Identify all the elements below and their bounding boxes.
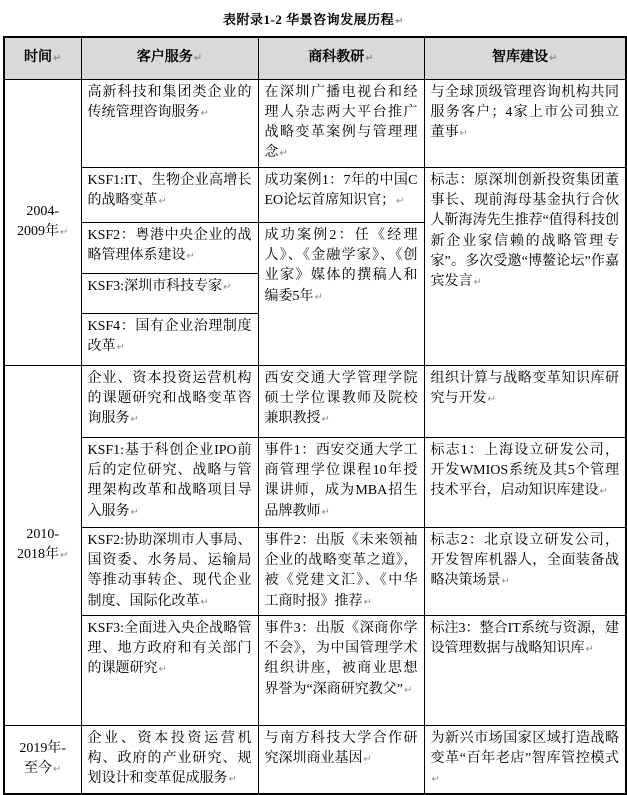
cell-thinktank: [424, 365, 626, 437]
cell-service: [81, 725, 258, 793]
page-title: [0, 0, 627, 28]
cell-text: 事件3：出版《深商你学不会》，为中国管理学术组织讲座，被商业思想界誉为“深商研究教父”: [264, 620, 418, 697]
table-row: [4, 725, 626, 793]
cell-text: KSF2：粤港中央企业的战略管理体系建设: [87, 227, 252, 263]
paragraph-mark: ↵: [314, 291, 323, 303]
time-line2: 2009年: [17, 224, 60, 240]
paragraph-mark: ↵: [599, 486, 608, 498]
paragraph-mark: ↵: [53, 53, 62, 65]
cell-text: KSF1:IT、生物企业高增长的战略变革: [87, 172, 252, 208]
cell-text: 企业、资本投资运营机构、政府的产业研究、规划设计和变革促成服务: [87, 730, 252, 787]
cell-text: 与南方科技大学合作研究深圳商业基因: [264, 730, 418, 767]
cell-service: [81, 365, 258, 437]
paragraph-mark: ↵: [53, 764, 62, 776]
column-header-time-label: 时间: [24, 50, 53, 66]
cell-research: [258, 222, 424, 365]
cell-research: [258, 725, 424, 793]
page-title-text: 表附录1-2 华景咨询发展历程: [223, 12, 395, 27]
cell-service: [81, 437, 258, 527]
cell-service: [81, 222, 258, 273]
cell-text: KSF3:深圳市科技专家: [87, 278, 223, 294]
cell-service: [81, 615, 258, 725]
table-row: [4, 437, 626, 527]
cell-thinktank: [424, 79, 626, 167]
cell-research: [258, 615, 424, 725]
cell-thinktank: [424, 167, 626, 365]
cell-thinktank: [424, 615, 626, 725]
cell-text: 为新兴市场国家区域打造战略变革“百年老店”智库管控模式: [430, 730, 619, 767]
cell-thinktank: [424, 725, 626, 793]
time-cell-2019-now: [4, 725, 81, 793]
paragraph-mark: ↵: [228, 774, 237, 786]
paragraph-mark: ↵: [395, 16, 404, 27]
cell-text: 成功案例2：任《经理人》、《金融学家》、《创业家》媒体的撰稿人和编委5年: [264, 227, 418, 304]
column-header-client-service: [81, 37, 258, 79]
column-header-business-research-label: 商科教研: [308, 50, 365, 66]
paragraph-mark: ↵: [396, 195, 405, 207]
paragraph-mark: ↵: [321, 506, 330, 518]
column-header-time: [4, 37, 81, 79]
paragraph-mark: ↵: [459, 128, 468, 140]
paragraph-mark: ↵: [403, 684, 413, 696]
paragraph-mark: ↵: [130, 506, 139, 518]
paragraph-mark: ↵: [60, 550, 69, 562]
paragraph-mark: ↵: [585, 644, 594, 656]
cell-research: [258, 167, 424, 222]
cell-thinktank: [424, 437, 626, 527]
paragraph-mark: ↵: [223, 281, 232, 293]
paragraph-mark: ↵: [130, 414, 139, 426]
paragraph-mark: ↵: [186, 250, 195, 262]
cell-text: 事件2：出版《未来领袖企业的战略变革之道》，被《党建文汇》、《中华工商时报》推荐: [264, 532, 418, 609]
cell-thinktank: [424, 527, 626, 615]
paragraph-mark: ↵: [321, 414, 330, 426]
table-row: [4, 615, 626, 725]
paragraph-mark: ↵: [200, 596, 209, 608]
paragraph-mark: ↵: [60, 227, 69, 239]
cell-service: [81, 167, 258, 222]
paragraph-mark: ↵: [487, 393, 496, 405]
table-row: [4, 365, 626, 437]
time-line2: 2018年: [17, 547, 60, 563]
cell-text: 企业、资本投资运营机构的课题研究和战略变革咨询服务: [87, 370, 252, 427]
cell-text: 成功案例1：7年的中国CEO论坛首席知识官；: [264, 172, 418, 208]
cell-text: 高新科技和集团类企业的传统管理咨询服务: [87, 84, 252, 120]
cell-text: 组织计算与战略变革知识库研究与开发: [430, 370, 619, 406]
table-row: [4, 79, 626, 167]
time-line1: 2010-: [26, 526, 60, 542]
time-line2: 至今: [24, 761, 53, 777]
cell-text: KSF2:协助深圳市人事局、国资委、水务局、运输局等推动事转企、现代企业制度、国际化改革: [87, 532, 252, 609]
cell-text: KSF1:基于科创企业IPO前后的定位研究、战略与管理架构改革和战略项目导入服务: [87, 442, 252, 519]
time-line1: 2019年-: [19, 741, 67, 757]
cell-text: 标志：原深圳创新投资集团董事长、现前海母基金执行合伙人靳海涛先生推荐“值得科技创新企业家信赖的战略管理专家”。多次受邀“博鳌论坛”作嘉宾发言: [430, 172, 619, 290]
development-history-table: [3, 36, 627, 795]
cell-text: 西安交通大学管理学院硕士学位课教师及院校兼职教授: [264, 370, 418, 427]
time-cell-2010-2018: [4, 365, 81, 725]
cell-research: [258, 365, 424, 437]
paragraph-mark: ↵: [279, 148, 288, 160]
table-row: [4, 527, 626, 615]
cell-text: 事件1：西安交通大学工商管理学位课程10年授课讲师，成为MBA招生品牌教师: [264, 442, 418, 519]
cell-service: [81, 273, 258, 313]
paragraph-mark: ↵: [473, 277, 482, 289]
paragraph-mark: ↵: [200, 107, 209, 119]
cell-research: [258, 79, 424, 167]
cell-text: 标志2：北京设立研发公司，开发智库机器人，全面装备战略决策场景: [430, 532, 619, 589]
column-header-thinktank: [424, 37, 626, 79]
paragraph-mark: ↵: [193, 53, 203, 65]
paragraph-mark: ↵: [363, 596, 372, 608]
column-header-business-research: [258, 37, 424, 79]
column-header-thinktank-label: 智库建设: [492, 50, 549, 66]
paragraph-mark: ↵: [431, 774, 440, 786]
table-row: [4, 167, 626, 222]
cell-service: [81, 79, 258, 167]
cell-text: 标志1：上海设立研发公司，开发WMIOS系统及其5个管理技术平台，启动知识库建设: [430, 442, 619, 499]
cell-text: 在深圳广播电视台和经理人杂志两大平台推广战略变革案例与管理理念: [264, 84, 418, 161]
cell-text: 标注3：整合IT系统与资源，建设管理数据与战略知识库: [430, 620, 619, 657]
paragraph-mark: ↵: [501, 576, 510, 588]
cell-text: KSF4：国有企业治理制度改革: [87, 318, 252, 354]
cell-research: [258, 437, 424, 527]
cell-service: [81, 313, 258, 365]
paragraph-mark: ↵: [549, 53, 558, 65]
column-header-client-service-label: 客户服务: [136, 50, 193, 66]
cell-service: [81, 527, 258, 615]
cell-text: 与全球顶级管理咨询机构共同服务客户；4家上市公司独立董事: [430, 84, 619, 141]
paragraph-mark: ↵: [116, 341, 125, 353]
paragraph-mark: ↵: [365, 53, 374, 65]
paragraph-mark: ↵: [158, 664, 167, 676]
paragraph-mark: ↵: [158, 195, 167, 207]
paragraph-mark: ↵: [363, 754, 372, 766]
time-cell-2004-2009: [4, 79, 81, 365]
table-header-row: [4, 37, 626, 79]
cell-research: [258, 527, 424, 615]
time-line1: 2004-: [26, 203, 60, 219]
cell-text: KSF3:全面进入央企战略管理、地方政府和有关部门的课题研究: [87, 620, 252, 677]
